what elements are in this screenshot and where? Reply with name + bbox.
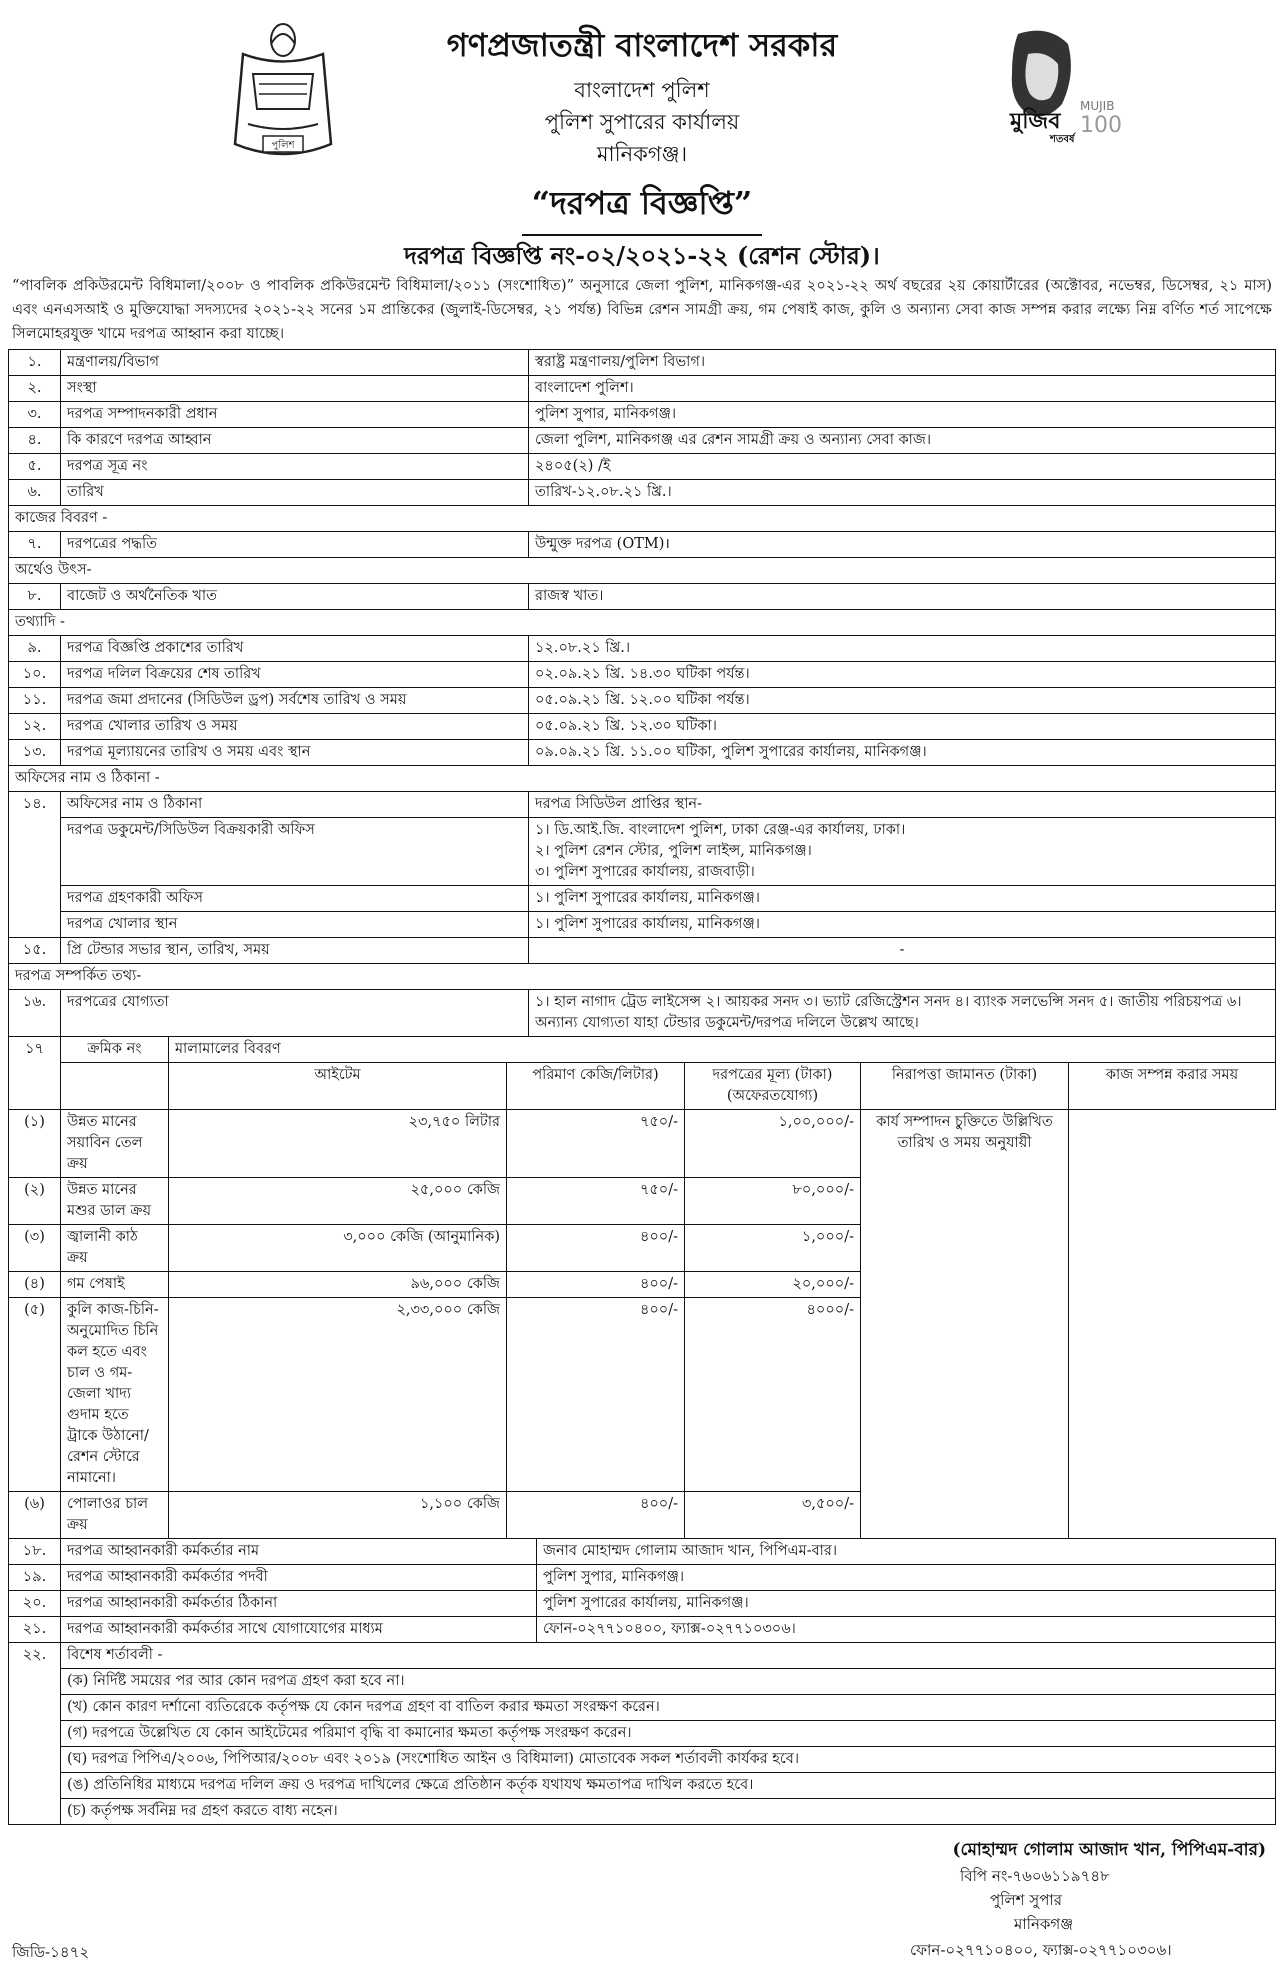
item-sl: (২) [9, 1178, 61, 1225]
signatory-contact: ফোন-০২৭৭১০৪০০, ফ্যাক্স-০২৭৭১০৩০৬। [910, 1941, 1172, 1959]
cell-label: দরপত্র জমা প্রদানের (সিডিউল ড্রপ) সর্বশেষ তারিখ ও সময় [61, 688, 529, 714]
cell-n: ২১. [9, 1617, 61, 1643]
cell-value: জনাব মোহাম্মদ গোলাম আজাদ খান, পিপিএম-বার। [537, 1539, 1276, 1565]
cell-label: মন্ত্রণালয়/বিভাগ [61, 350, 529, 376]
time-header: কাজ সম্পন্ন করার সময় [1069, 1063, 1276, 1110]
cell-label: দরপত্র সূত্র নং [61, 454, 529, 480]
signature-block [8, 1825, 1276, 1965]
header [8, 6, 1276, 228]
mujib-logo-bn: মুজিব [1010, 108, 1061, 134]
term-item: (গ) দরপত্রে উল্লেখিত যে কোন আইটেমের পরিমাণ বৃদ্ধি বা কমানোর ক্ষমতা কর্তৃপক্ষ সংরক্ষণ করেন। [61, 1721, 1276, 1747]
cell-value: ১২.০৮.২১ খ্রি.। [529, 636, 1276, 662]
cell-value: ০৯.০৯.২১ খ্রি. ১১.০০ ঘটিকা, পুলিশ সুপারের কার্যালয়, মানিকগঞ্জ। [529, 740, 1276, 766]
item-qty: ২৫,০০০ কেজি [169, 1178, 507, 1225]
cell-label: দরপত্র সম্পাদনকারী প্রধান [61, 402, 529, 428]
cell-n: ১৮. [9, 1539, 61, 1565]
cell-n: ৬. [9, 480, 61, 506]
cell-n: ২০. [9, 1591, 61, 1617]
item-row [9, 1225, 1276, 1272]
item-security: ৮০,০০০/- [685, 1178, 861, 1225]
table-row [9, 714, 1276, 740]
table-row [9, 1591, 1276, 1617]
mujib-logo-en: MUJIB [1080, 99, 1115, 113]
tender-info-table [8, 349, 1276, 1037]
cell-n: ২. [9, 376, 61, 402]
mujib-logo-sub: শতবর্ষ [1050, 134, 1075, 144]
item-sl: (৫) [9, 1298, 61, 1492]
item-qty: ২৩,৭৫০ লিটার [169, 1110, 507, 1178]
cell-label: দরপত্র মূল্যায়নের তারিখ ও সময় এবং স্থান [61, 740, 529, 766]
signatory-title: পুলিশ সুপার [990, 1891, 1062, 1909]
item-sl: (৪) [9, 1272, 61, 1298]
section-info: তথ্যাদি - [9, 610, 1276, 636]
item-qty: ৯৬,০০০ কেজি [169, 1272, 507, 1298]
cell-value: জেলা পুলিশ, মানিকগঞ্জ এর রেশন সামগ্রী ক্রয় ও অন্যান্য সেবা কাজ। [529, 428, 1276, 454]
row-17-number: ১৭ [9, 1037, 61, 1110]
department-name: বাংলাদেশ পুলিশ [574, 78, 710, 102]
table-row: ৮. বাজেট ও অর্থনৈতিক খাত রাজস্ব খাত। [9, 584, 1276, 610]
item-row [9, 1298, 1276, 1492]
office-name: পুলিশ সুপারের কার্যালয় [544, 110, 740, 134]
item-price: ৪০০/- [507, 1298, 685, 1492]
cell-label: দরপত্র খোলার তারিখ ও সময় [61, 714, 529, 740]
item-item: জ্বালানী কাঠ ক্রয় [61, 1225, 169, 1272]
table-row [9, 636, 1276, 662]
section-fund: অর্থেও উৎস- [9, 558, 1276, 584]
table-row [9, 1617, 1276, 1643]
completion-time: কার্য সম্পাদন চুক্তিতে উল্লিখিত তারিখ ও সময় অনুযায়ী [861, 1110, 1069, 1539]
table-row [9, 688, 1276, 714]
cell-value: তারিখ-১২.০৮.২১ খ্রি.। [529, 480, 1276, 506]
cell-n: ১১. [9, 688, 61, 714]
serial-header: ক্রমিক নং [61, 1037, 169, 1063]
item-qty: ১,১০০ কেজি [169, 1492, 507, 1539]
table-row [9, 402, 1276, 428]
table-row [9, 662, 1276, 688]
table-row [9, 376, 1276, 402]
cell-n: ১৩. [9, 740, 61, 766]
item-row [9, 1272, 1276, 1298]
item-row [9, 1178, 1276, 1225]
cell-value: পুলিশ সুপার, মানিকগঞ্জ। [529, 402, 1276, 428]
cell-n: ১২. [9, 714, 61, 740]
cell-n: ১৯. [9, 1565, 61, 1591]
term-item: (ক) নির্দিষ্ট সময়ের পর আর কোন দরপত্র গ্রহণ করা হবে না। [61, 1669, 1276, 1695]
item-qty: ৩,০০০ কেজি (আনুমানিক) [169, 1225, 507, 1272]
item-price: ৪০০/- [507, 1272, 685, 1298]
table-row [9, 740, 1276, 766]
cell-label: কি কারণে দরপত্র আহ্বান [61, 428, 529, 454]
term-item: (খ) কোন কারণ দর্শানো ব্যতিরেকে কর্তৃপক্ষ যে কোন দরপত্র গ্রহণ বা বাতিল করার ক্ষমতা সংরক্ষণ করেন। [61, 1695, 1276, 1721]
table-row: দরপত্র গ্রহণকারী অফিস ১। পুলিশ সুপারের কার্যালয়, মানিকগঞ্জ। [9, 886, 1276, 912]
security-header: নিরাপত্তা জামানত (টাকা) [861, 1063, 1069, 1110]
item-item: কুলি কাজ-চিনি-অনুমোদিত চিনি কল হতে এবং চাল ও গম-জেলা খাদ্য গুদাম হতে ট্রাকে উঠানো/রেশন স্টোরে নামানো। [61, 1298, 169, 1492]
cell-value: ০২.০৯.২১ খ্রি. ১৪.৩০ ঘটিকা পর্যন্ত। [529, 662, 1276, 688]
table-row: দরপত্র খোলার স্থান ১। পুলিশ সুপারের কার্যালয়, মানিকগঞ্জ। [9, 912, 1276, 938]
item-price: ৪০০/- [507, 1492, 685, 1539]
cell-value: বাংলাদেশ পুলিশ। [529, 376, 1276, 402]
table-row [9, 1565, 1276, 1591]
cell-value: ০৫.০৯.২১ খ্রি. ১২.৩০ ঘটিকা। [529, 714, 1276, 740]
mujib-100-logo-icon [958, 24, 1158, 144]
cell-value: ০৫.০৯.২১ খ্রি. ১২.০০ ঘটিকা পর্যন্ত। [529, 688, 1276, 714]
cell-label: দরপত্র দলিল বিক্রয়ের শেষ তারিখ [61, 662, 529, 688]
qty-header: পরিমাণ কেজি/লিটার) [507, 1063, 685, 1110]
term-item: (ঘ) দরপত্র পিপিএ/২০০৬, পিপিআর/২০০৮ এবং ২০১৯ (সংশোধিত আইন ও বিধিমালা) মোতাবেক সকল শর্তাবলী কার্যকর হবে। [61, 1747, 1276, 1773]
table-row [9, 350, 1276, 376]
table-row [9, 480, 1276, 506]
item-item: উন্নত মানের সয়াবিন তেল ক্রয় [61, 1110, 169, 1178]
table-row: ১৫. প্রি টেন্ডার সভার স্থান, তারিখ, সময় - [9, 938, 1276, 964]
term-item: (চ) কর্তৃপক্ষ সর্বনিম্ন দর গ্রহণ করতে বাধ্য নহেন। [61, 1799, 1276, 1825]
item-security: ৪০০০/- [685, 1298, 861, 1492]
cell-value: ২৪০৫(২) /ই [529, 454, 1276, 480]
notice-title: “দরপত্র বিজ্ঞপ্তি” [8, 178, 1276, 236]
cell-value: পুলিশ সুপার, মানিকগঞ্জ। [537, 1565, 1276, 1591]
cell-label: দরপত্র আহ্বানকারী কর্মকর্তার সাথে যোগাযোগের মাধ্যম [61, 1617, 537, 1643]
gd-number: জিডি-১৪৭২ [12, 1943, 90, 1961]
section-work: কাজের বিবরণ - [9, 506, 1276, 532]
section-office: অফিসের নাম ও ঠিকানা - [9, 766, 1276, 792]
cell-label: তারিখ [61, 480, 529, 506]
item-security: ২০,০০০/- [685, 1272, 861, 1298]
item-row [9, 1492, 1276, 1539]
district-name: মানিকগঞ্জ। [596, 142, 688, 166]
item-item: পোলাওর চাল ক্রয় [61, 1492, 169, 1539]
table-row [9, 454, 1276, 480]
signatory-name: (মোহাম্মদ গোলাম আজাদ খান, পিপিএম-বার) [952, 1840, 1266, 1860]
special-terms-label: বিশেষ শর্তাবলী - [61, 1643, 1276, 1669]
item-sl: (৩) [9, 1225, 61, 1272]
notice-number: দরপত্র বিজ্ঞপ্তি নং-০২/২০২১-২২ (রেশন স্টোর)। [404, 241, 880, 270]
item-security: ৩,৫০০/- [685, 1492, 861, 1539]
table-row [9, 1539, 1276, 1565]
item-row [9, 1110, 1276, 1178]
cell-value: ফোন-০২৭৭১০৪০০, ফ্যাক্স-০২৭৭১০৩০৬। [537, 1617, 1276, 1643]
table-row: ৭. দরপত্রের পদ্ধতি উন্মুক্ত দরপত্র (OTM)। [9, 532, 1276, 558]
government-title: গণপ্রজাতন্ত্রী বাংলাদেশ সরকার [446, 26, 838, 64]
tender-notice-page [8, 6, 1276, 1965]
signatory-place: মানিকগঞ্জ [1014, 1915, 1074, 1933]
description-header: মালামালের বিবরণ [169, 1037, 1276, 1063]
cell-value: পুলিশ সুপারের কার্যালয়, মানিকগঞ্জ। [537, 1591, 1276, 1617]
item-qty: ২,৩৩,০০০ কেজি [169, 1298, 507, 1492]
item-item: উন্নত মানের মশুর ডাল ক্রয় [61, 1178, 169, 1225]
signatory-bp: বিপি নং-৭৬০৬১১৯৭৪৮ [960, 1867, 1110, 1885]
items-table [8, 1036, 1276, 1539]
section-tender: দরপত্র সম্পর্কিত তথ্য- [9, 964, 1276, 990]
cell-value: স্বরাষ্ট্র মন্ত্রণালয়/পুলিশ বিভাগ। [529, 350, 1276, 376]
item-security: ১,০০,০০০/- [685, 1110, 861, 1178]
item-header: আইটেম [169, 1063, 507, 1110]
seal-label: পুলিশ [271, 140, 295, 151]
mujib-logo-100: 100 [1080, 113, 1122, 138]
item-item: গম পেষাই [61, 1272, 169, 1298]
cell-label: দরপত্র আহ্বানকারী কর্মকর্তার ঠিকানা [61, 1591, 537, 1617]
item-security: ১,০০০/- [685, 1225, 861, 1272]
cell-label: দরপত্র আহ্বানকারী কর্মকর্তার নাম [61, 1539, 537, 1565]
item-sl: (৬) [9, 1492, 61, 1539]
cell-n: ৯. [9, 636, 61, 662]
table-row: দরপত্র ডকুমেন্ট/সিডিউল বিক্রয়কারী অফিস ১। ডি.আই.জি. বাংলাদেশ পুলিশ, ঢাকা রেঞ্জ-এর কার্যালয়, ঢাকা। ২। পুলিশ রেশন স্টোর, পুলিশ লাইন্স, মানিকগঞ্জ। ৩। পুলিশ সুপারের কার্যালয়, রাজবাড়ী। [9, 818, 1276, 886]
item-price: ৭৫০/- [507, 1110, 685, 1178]
table-row: ১৪. অফিসের নাম ও ঠিকানা দরপত্র সিডিউল প্রাপ্তির স্থান- [9, 792, 1276, 818]
table-row: ২২. বিশেষ শর্তাবলী - [9, 1643, 1276, 1669]
cell-label: দরপত্র আহ্বানকারী কর্মকর্তার পদবী [61, 1565, 537, 1591]
item-sl: (১) [9, 1110, 61, 1178]
officer-table [8, 1538, 1276, 1825]
cell-label: সংস্থা [61, 376, 529, 402]
cell-n: ৩. [9, 402, 61, 428]
item-price: ৪০০/- [507, 1225, 685, 1272]
price-header: দরপত্রের মূল্য (টাকা) (অফেরতযোগ্য) [685, 1063, 861, 1110]
intro-paragraph: “পাবলিক প্রকিউরমেন্ট বিধিমালা/২০০৮ ও পাবলিক প্রকিউরমেন্ট বিধিমালা/২০১১ (সংশোধিত)” অনুসারে জেলা পুলিশ, মানিকগঞ্জ-এর ২০২১-২২ অর্থ বছরের ২য় কোয়ার্টারের (অক্টোবর, নভেম্বর, ডিসেম্বর, ২১ মাস) এবং এনএসআই ও মুক্তিযোদ্ধা সদস্যদের ২০২১-২২ সনের ১ম প্রান্তিকের (জুলাই-ডিসেম্বর, ২১ পর্যন্ত) বিভিন্ন রেশন সামগ্রী ক্রয়, গম পেষাই কাজ, কুলি ও অন্যান্য সেবা কাজ সম্পন্ন করার লক্ষ্যে নিম্ন বর্ণিত শর্ত সাপেক্ষে সিলমোহরযুক্ত খামে দরপত্র আহ্বান করা যাচ্ছে। [12, 277, 1272, 342]
table-row: ১৬. দরপত্রের যোগ্যতা ১। হাল নাগাদ ট্রেড লাইসেন্স ২। আয়কর সনদ ৩। ভ্যাট রেজিস্ট্রেশন সনদ ৪। ব্যাংক সলভেন্সি সনদ ৫। জাতীয় পরিচয়পত্র ৬। অন্যান্য যোগ্যতা যাহা টেন্ডার ডকুমেন্ট/দরপত্র দলিলে উল্লেখ আছে। [9, 990, 1276, 1037]
cell-n: ৫. [9, 454, 61, 480]
table-row [9, 428, 1276, 454]
cell-n: ১০. [9, 662, 61, 688]
term-item: (ঙ) প্রতিনিধির মাধ্যমে দরপত্র দলিল ক্রয় ও দরপত্র দাখিলের ক্ষেত্রে প্রতিষ্ঠান কর্তৃক যথাযথ ক্ষমতাপত্র দাখিল করতে হবে। [61, 1773, 1276, 1799]
cell-n: ৪. [9, 428, 61, 454]
item-price: ৭৫০/- [507, 1178, 685, 1225]
cell-n: ১. [9, 350, 61, 376]
cell-label: দরপত্র বিজ্ঞপ্তি প্রকাশের তারিখ [61, 636, 529, 662]
